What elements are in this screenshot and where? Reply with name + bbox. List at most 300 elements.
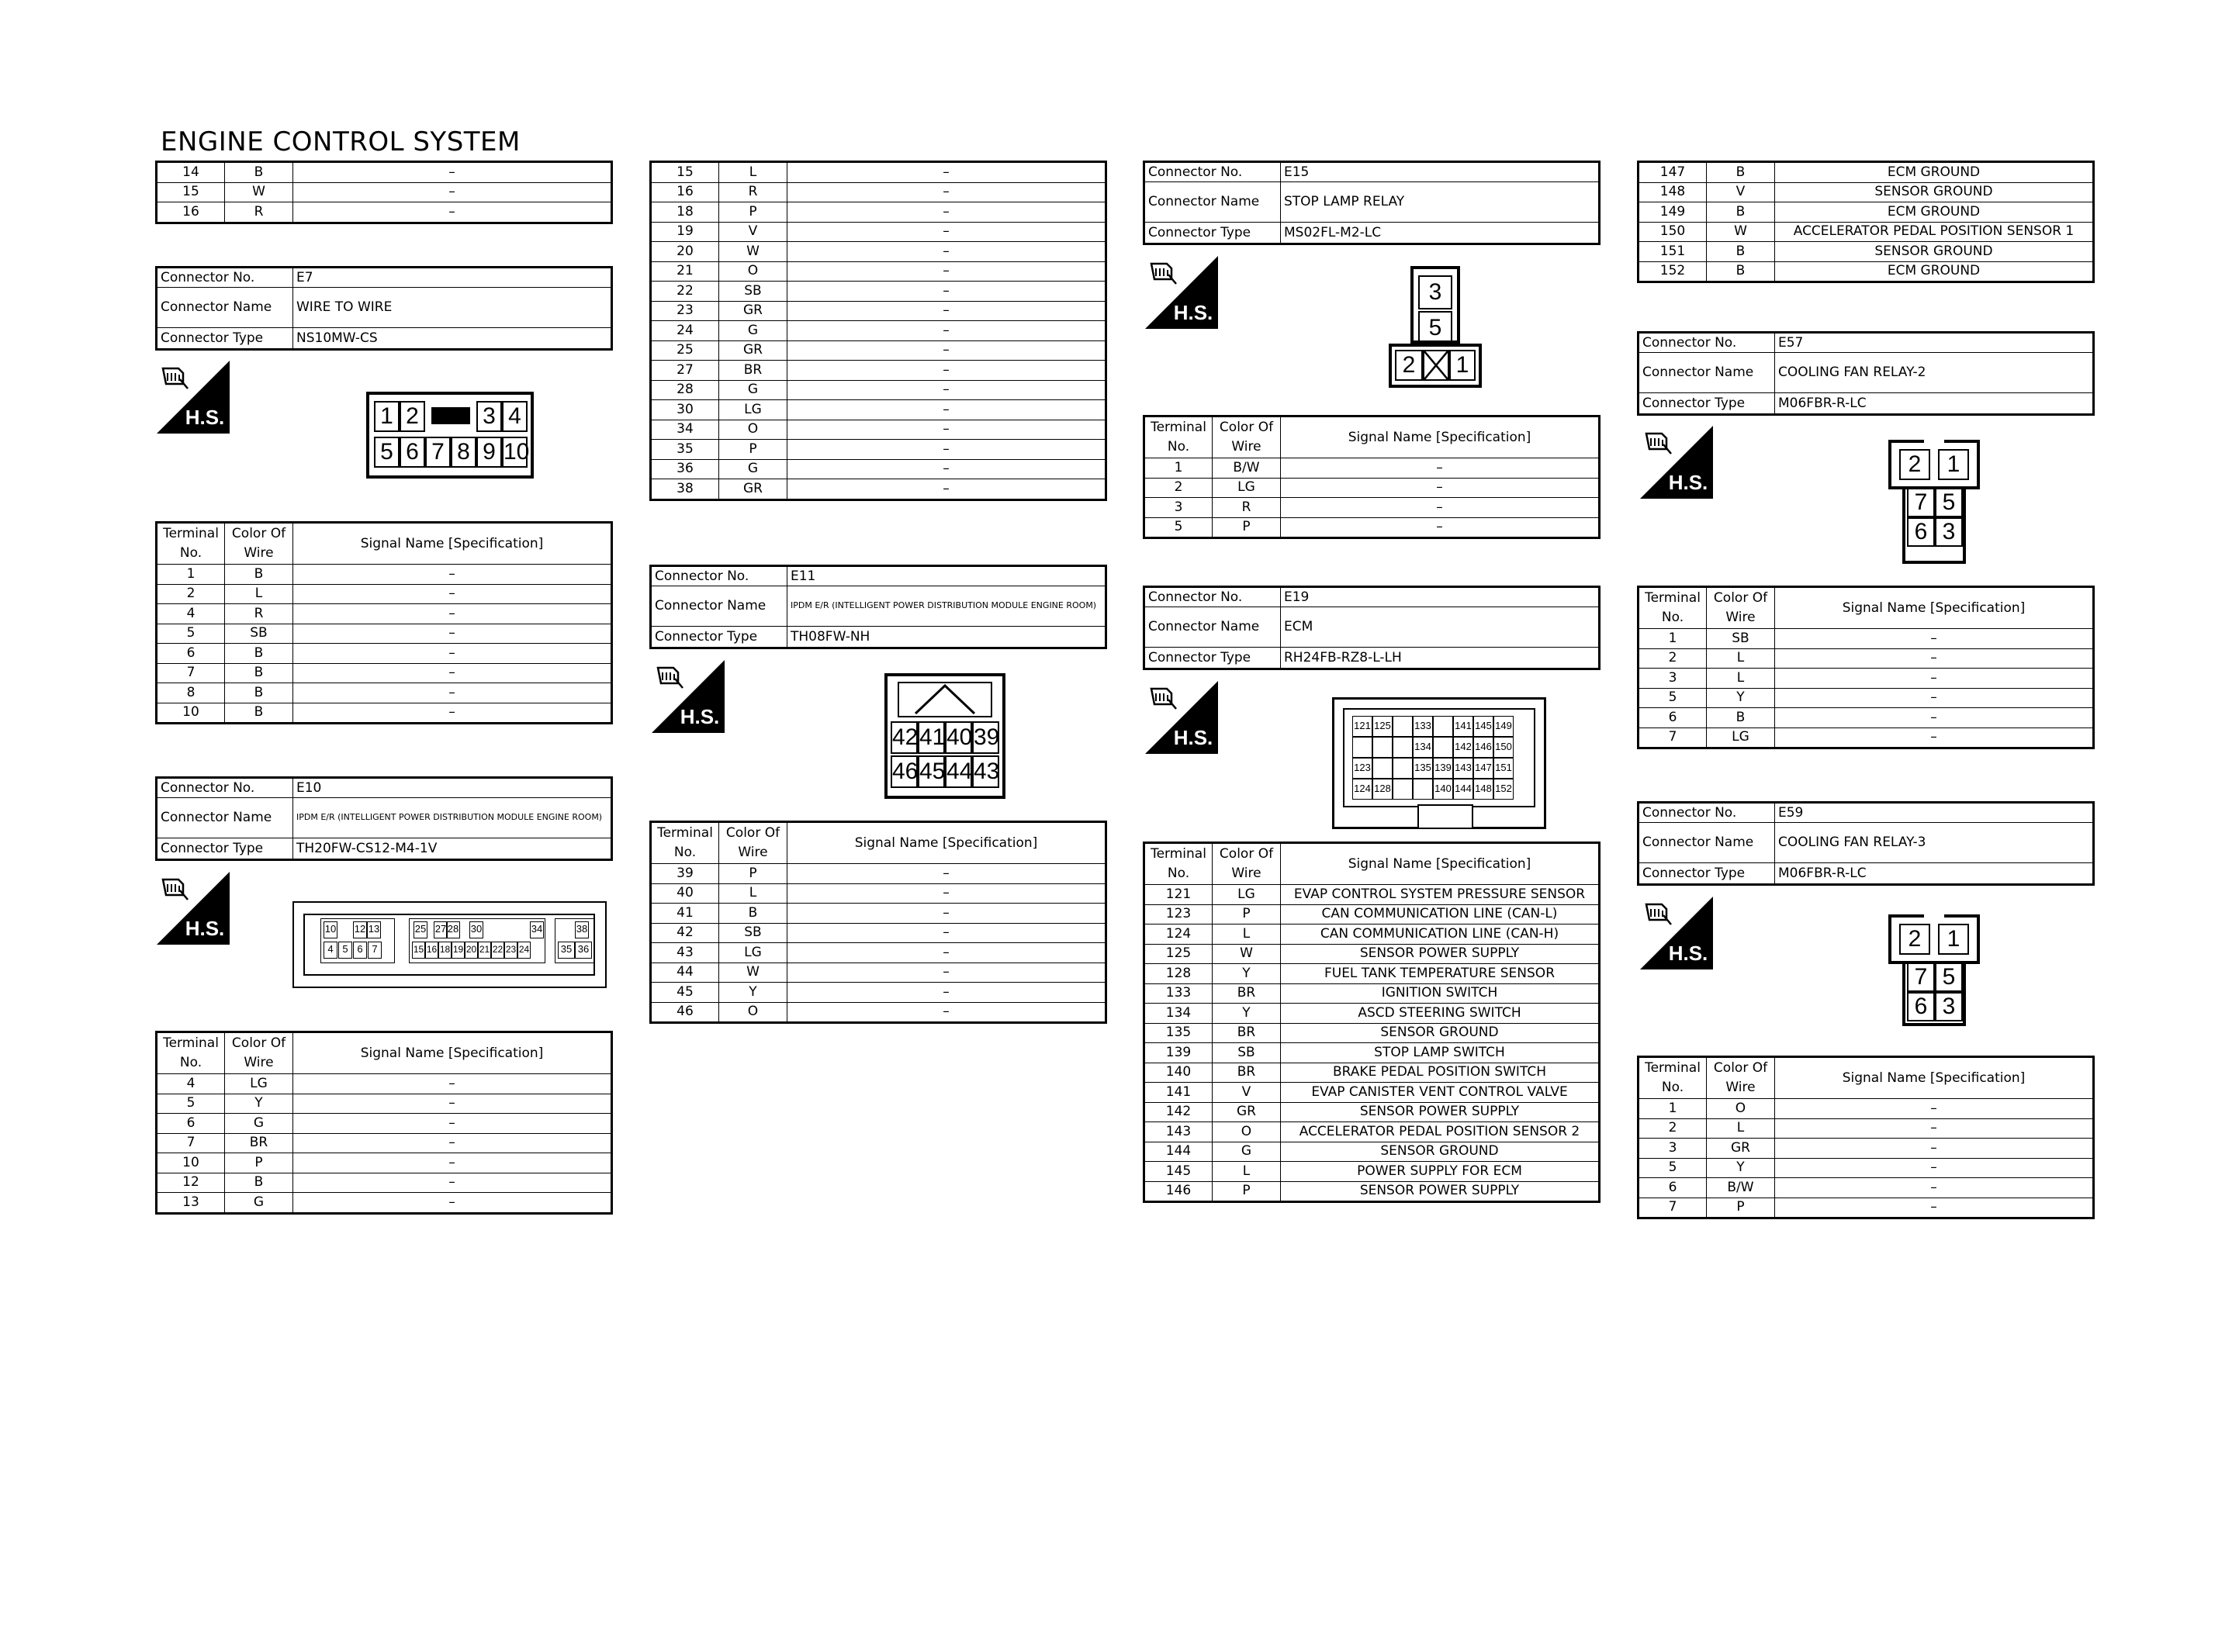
color-of-wire-header: Color Of Wire [225,1032,293,1074]
connector-name-label: Connector Name [157,798,293,838]
terminal-no-cell: 147 [1639,162,1707,183]
pin-number: 2 [1908,926,1922,952]
table-row [1639,1178,2094,1198]
table-row [651,162,1106,183]
wire-color-cell: LG [225,1074,293,1094]
terminal-no-cell: 21 [651,261,719,282]
wire-color-cell: L [719,883,787,904]
signal-name-cell: – [787,943,1106,963]
wire-color-cell: O [719,420,787,440]
terminal-no-cell: 2 [157,584,225,604]
signal-name-cell: – [787,479,1106,500]
pin-number: 43 [974,759,1000,784]
connector-type-value: TH08FW-NH [787,627,1106,648]
signal-name-cell: SENSOR POWER SUPPLY [1281,1181,1600,1202]
signal-name-cell: – [293,683,612,703]
signal-name-cell: – [1775,648,2094,669]
harness-side-icon [1145,256,1218,329]
connector-no-value: E7 [293,268,612,288]
pin-cell [1899,924,1930,955]
pin-cell [1372,737,1393,758]
connector-type-label: Connector Type [1639,393,1775,415]
wire-color-cell: SB [225,624,293,644]
wire-color-cell: LG [1707,728,1775,748]
pin-number: 140 [1434,783,1452,794]
table-row [1144,1063,1600,1083]
terminal-no-cell: 15 [651,162,719,183]
connector-type-value: M06FBR-R-LC [1775,393,2094,415]
connector-no-value: E11 [787,566,1106,586]
pin-number: 9 [483,439,496,465]
signal-name-cell: – [1775,1099,2094,1119]
crossed-cavity [1423,350,1449,381]
connector-no-value: E15 [1281,162,1600,182]
table-row [651,340,1106,361]
terminal-no-cell: 7 [157,663,225,683]
pin-number: 38 [576,923,588,935]
hs-label: H.S. [680,705,720,728]
terminal-no-cell: 45 [651,983,719,1003]
terminal-table-e57 [1637,586,2095,749]
connector-no-label: Connector No. [1144,162,1281,182]
pin-cell [502,401,528,432]
table-row [1144,1004,1600,1024]
pin-number: 23 [505,944,517,955]
signal-name-header: Signal Name [Specification] [1281,416,1600,458]
pin-cell [1899,449,1930,480]
connector-name-value: ECM [1281,607,1600,648]
wire-color-cell: P [719,440,787,460]
terminal-no-cell: 124 [1144,924,1213,945]
signal-name-cell: – [1775,669,2094,689]
pin-cell [1938,449,1969,480]
connector-type-value: MS02FL-M2-LC [1281,223,1600,244]
connector-type-label: Connector Type [157,838,293,860]
pin-number: 8 [457,439,470,465]
signal-name-cell: – [1281,517,1600,538]
wire-color-cell: L [1213,924,1281,945]
pin-number: 135 [1414,762,1431,773]
table-row [157,1133,612,1153]
pin-number: 35 [560,943,573,955]
terminal-no-cell: 144 [1144,1142,1213,1162]
connector-no-label: Connector No. [157,778,293,798]
signal-name-cell: – [1775,1198,2094,1218]
pin-number: 39 [974,724,1000,750]
pin-number: 146 [1475,741,1492,752]
signal-name-cell: – [293,182,612,202]
terminal-no-cell: 18 [651,202,719,223]
connector-face-e19 [1332,697,1546,829]
table-row [651,904,1106,924]
wire-color-cell: GR [1707,1139,1775,1159]
pin-cell [476,401,502,432]
pin-number: 1 [1455,352,1469,378]
signal-name-cell: – [787,261,1106,282]
pin-number: 125 [1374,720,1391,731]
wire-color-cell: B [1707,162,1775,183]
signal-name-cell: – [787,883,1106,904]
signal-name-cell: – [293,1133,612,1153]
pin-cell [1907,992,1935,1021]
terminal-table-e10 [155,1031,613,1215]
wire-color-cell: R [719,182,787,202]
terminal-no-cell: 6 [1639,708,1707,728]
table-row [651,361,1106,381]
pin-number: 128 [1374,783,1391,794]
pin-cell [374,437,400,468]
wire-color-cell: V [1213,1083,1281,1103]
terminal-no-cell: 24 [651,321,719,341]
wire-color-cell: P [719,202,787,223]
table-row [1144,517,1600,538]
pin-number: 7 [1914,489,1928,515]
pin-number: 123 [1354,762,1371,773]
terminal-no-cell: 35 [651,440,719,460]
signal-name-cell: – [787,361,1106,381]
terminal-no-cell: 7 [157,1133,225,1153]
pin-number: 24 [518,944,530,955]
signal-name-cell: FUEL TANK TEMPERATURE SENSOR [1281,964,1600,984]
terminal-no-header: Terminal No. [651,822,719,864]
table-row [651,1002,1106,1023]
pin-number: 28 [447,923,459,935]
terminal-no-cell: 4 [157,604,225,624]
wire-color-cell: GR [719,479,787,500]
terminal-no-cell: 5 [1639,1158,1707,1178]
signal-name-cell: – [787,923,1106,943]
connector-info-e57 [1637,331,2095,416]
wire-color-cell: P [1707,1198,1775,1218]
table-row [1639,261,2094,282]
signal-name-cell: SENSOR GROUND [1281,1023,1600,1043]
table-row [651,963,1106,983]
signal-name-cell: – [787,1002,1106,1023]
wire-color-cell: LG [1213,885,1281,905]
col4-continuation-table [1637,161,2095,283]
terminal-no-cell: 2 [1144,478,1213,498]
connector-type-value: M06FBR-R-LC [1775,863,2094,885]
connector-no-value: E59 [1775,803,2094,823]
signal-name-cell: – [787,983,1106,1003]
terminal-no-cell: 3 [1639,1139,1707,1159]
table-row [1144,964,1600,984]
signal-name-cell: ACCELERATOR PEDAL POSITION SENSOR 1 [1775,222,2094,242]
wire-color-cell: B [225,683,293,703]
pin-cell [476,437,502,468]
table-row [1144,478,1600,498]
wire-color-cell: B/W [1213,458,1281,479]
pin-number: 2 [406,403,419,429]
wire-color-cell: W [225,182,293,202]
pin-cell [1413,716,1433,737]
pin-cell [1352,779,1372,800]
wire-color-cell: B [1707,242,1775,262]
table-row [1144,1122,1600,1142]
table-row [1639,629,2094,649]
signal-name-cell: – [293,584,612,604]
signal-name-cell: – [1775,1118,2094,1139]
signal-name-cell: – [1281,478,1600,498]
wire-color-cell: Y [1213,1004,1281,1024]
table-row [651,301,1106,321]
signal-name-cell: BRAKE PEDAL POSITION SWITCH [1281,1063,1600,1083]
signal-name-header: Signal Name [Specification] [1775,1057,2094,1099]
terminal-no-cell: 1 [1144,458,1213,479]
table-row [157,202,612,223]
pin-number: 5 [1428,315,1442,340]
pin-number: 13 [368,923,380,935]
connector-face-e59 [1888,914,1980,1026]
table-row [1639,222,2094,242]
pin-number: 10 [324,923,337,935]
table-row [1144,1102,1600,1122]
pin-number: 15 [413,944,424,955]
table-row [157,624,612,644]
wire-color-cell: B [1707,708,1775,728]
pin-number: 3 [1428,279,1442,305]
wire-color-cell: G [1213,1142,1281,1162]
table-row [1639,688,2094,708]
terminal-no-header: Terminal No. [157,1032,225,1074]
table-row [651,440,1106,460]
terminal-no-cell: 125 [1144,944,1213,964]
connector-no-label: Connector No. [1144,587,1281,607]
table-row [651,864,1106,884]
color-of-wire-header: Color Of Wire [1213,416,1281,458]
pin-number: 6 [1914,994,1928,1019]
signal-name-cell: – [293,1153,612,1173]
signal-name-cell: – [1775,1158,2094,1178]
pin-cell [502,437,528,468]
table-row [1144,1043,1600,1063]
terminal-table-e15 [1143,415,1601,539]
wire-color-cell: SB [1707,629,1775,649]
wire-color-cell: W [719,963,787,983]
pin-number: 30 [470,923,483,935]
signal-name-cell: – [787,380,1106,400]
signal-name-header: Signal Name [Specification] [1775,587,2094,629]
terminal-no-cell: 1 [157,565,225,585]
table-row [157,1153,612,1173]
signal-name-cell: – [293,644,612,664]
signal-name-header: Signal Name [Specification] [787,822,1106,864]
pin-cell [1352,737,1372,758]
table-row [651,321,1106,341]
signal-name-cell: – [787,340,1106,361]
connector-type-label: Connector Type [1144,223,1281,244]
terminal-no-cell: 19 [651,222,719,242]
wire-color-cell: B [225,162,293,183]
connector-info-e7 [155,266,613,351]
pin-cell [1433,758,1453,779]
pin-number: 3 [1942,994,1956,1019]
terminal-no-cell: 148 [1639,182,1707,202]
terminal-no-cell: 46 [651,1002,719,1023]
connector-name-value: IPDM E/R (INTELLIGENT POWER DISTRIBUTION MODULE ENGINE ROOM) [293,798,612,838]
table-row [651,459,1106,479]
pin-cell [972,721,999,754]
color-of-wire-header: Color Of Wire [225,523,293,565]
signal-name-cell: – [787,301,1106,321]
connector-info-e59 [1637,801,2095,886]
connector-name-label: Connector Name [157,288,293,328]
pin-number: 124 [1354,783,1371,794]
pin-cell [1352,758,1372,779]
wire-color-cell: R [225,604,293,624]
connector-type-value: RH24FB-RZ8-L-LH [1281,648,1600,669]
signal-name-cell: – [1775,708,2094,728]
terminal-no-cell: 8 [157,683,225,703]
terminal-no-cell: 1 [1639,1099,1707,1119]
connector-no-label: Connector No. [157,268,293,288]
wire-color-cell: G [719,321,787,341]
table-row [1639,1118,2094,1139]
connector-name-value: WIRE TO WIRE [293,288,612,328]
wire-color-cell: B [225,663,293,683]
table-row [157,683,612,703]
pin-cell [1393,758,1413,779]
signal-name-cell: – [787,242,1106,262]
wire-color-cell: O [719,1002,787,1023]
connector-no-label: Connector No. [651,566,787,586]
terminal-no-cell: 38 [651,479,719,500]
table-row [1144,1162,1600,1182]
table-row [157,644,612,664]
wire-color-cell: B [225,644,293,664]
pin-number: 12 [354,923,366,935]
signal-name-cell: ACCELERATOR PEDAL POSITION SENSOR 2 [1281,1122,1600,1142]
table-row [1639,182,2094,202]
pin-number: 19 [452,944,464,955]
pin-number: 3 [483,403,496,429]
pin-cell [1473,737,1493,758]
harness-side-icon [157,872,230,945]
wire-color-cell: P [1213,1181,1281,1202]
terminal-no-cell: 3 [1144,498,1213,518]
wire-color-cell: W [719,242,787,262]
pin-cell [1393,716,1413,737]
pin-cell [1493,737,1514,758]
table-row [1639,162,2094,183]
harness-side-icon [157,361,230,434]
signal-name-cell: – [787,963,1106,983]
latch [1417,804,1473,829]
terminal-no-cell: 6 [157,644,225,664]
table-row [157,1173,612,1193]
connector-type-label: Connector Type [157,328,293,350]
table-row [1639,1139,2094,1159]
signal-name-cell: IGNITION SWITCH [1281,983,1600,1004]
wire-color-cell: P [225,1153,293,1173]
terminal-no-cell: 4 [157,1074,225,1094]
signal-name-cell: – [293,202,612,223]
pin-number: 133 [1414,720,1431,731]
pin-cell [1393,779,1413,800]
wire-color-cell: O [1213,1122,1281,1142]
pin-cell [1935,992,1963,1021]
table-row [1639,242,2094,262]
wire-color-cell: G [225,1114,293,1134]
signal-name-cell: ASCD STEERING SWITCH [1281,1004,1600,1024]
signal-name-cell: – [293,1074,612,1094]
terminal-no-header: Terminal No. [1639,1057,1707,1099]
pin-number: 27 [434,923,447,935]
table-row [1639,728,2094,748]
terminal-no-cell: 3 [1639,669,1707,689]
table-row [157,1094,612,1114]
terminal-no-cell: 7 [1639,1198,1707,1218]
wire-color-cell: B [1707,202,1775,223]
pin-number: 152 [1495,783,1512,794]
hs-label: H.S. [1173,301,1213,324]
signal-name-cell: – [293,663,612,683]
connector-info-e10 [155,776,613,861]
connector-face-e10 [292,901,607,988]
signal-name-cell: – [1775,688,2094,708]
hs-label: H.S. [1173,726,1213,749]
signal-name-cell: – [293,565,612,585]
wire-color-cell: L [1213,1162,1281,1182]
table-row [651,261,1106,282]
terminal-no-cell: 123 [1144,904,1213,924]
pin-number: 41 [919,724,946,750]
pin-cell [451,437,476,468]
signal-name-cell: ECM GROUND [1775,202,2094,223]
color-of-wire-header: Color Of Wire [1707,587,1775,629]
key-block [431,407,470,424]
table-row [1639,1158,2094,1178]
terminal-no-cell: 141 [1144,1083,1213,1103]
connector-key [1924,913,1944,924]
pin-cell [1372,716,1393,737]
signal-name-cell: – [293,1173,612,1193]
hs-label: H.S. [185,917,225,940]
signal-name-cell: SENSOR GROUND [1775,242,2094,262]
wire-color-cell: G [225,1193,293,1214]
pin-number: 1 [1947,451,1960,477]
pin-number: 10 [504,439,530,465]
color-of-wire-header: Color Of Wire [1707,1057,1775,1099]
terminal-no-cell: 121 [1144,885,1213,905]
wire-color-cell: P [719,864,787,884]
wire-color-cell: B [1707,261,1775,282]
terminal-no-cell: 6 [157,1114,225,1134]
table-row [651,202,1106,223]
table-row [651,380,1106,400]
pin-number: 34 [531,923,543,935]
signal-name-cell: – [293,624,612,644]
connector-key [1924,438,1944,449]
terminal-no-cell: 10 [157,703,225,724]
pin-cell [1372,758,1393,779]
connector-name-label: Connector Name [1144,182,1281,223]
connector-no-value: E57 [1775,333,2094,353]
table-row [157,182,612,202]
table-row [1144,458,1600,479]
signal-name-cell: – [787,162,1106,183]
signal-name-cell: SENSOR GROUND [1281,1142,1600,1162]
hs-label: H.S. [1668,942,1708,965]
pin-cell [1473,758,1493,779]
terminal-no-cell: 149 [1639,202,1707,223]
wire-color-cell: B [225,1173,293,1193]
pin-cell [374,401,400,432]
pin-cell [1393,737,1413,758]
connector-housing [320,918,395,963]
table-row [1144,1142,1600,1162]
table-row [651,983,1106,1003]
